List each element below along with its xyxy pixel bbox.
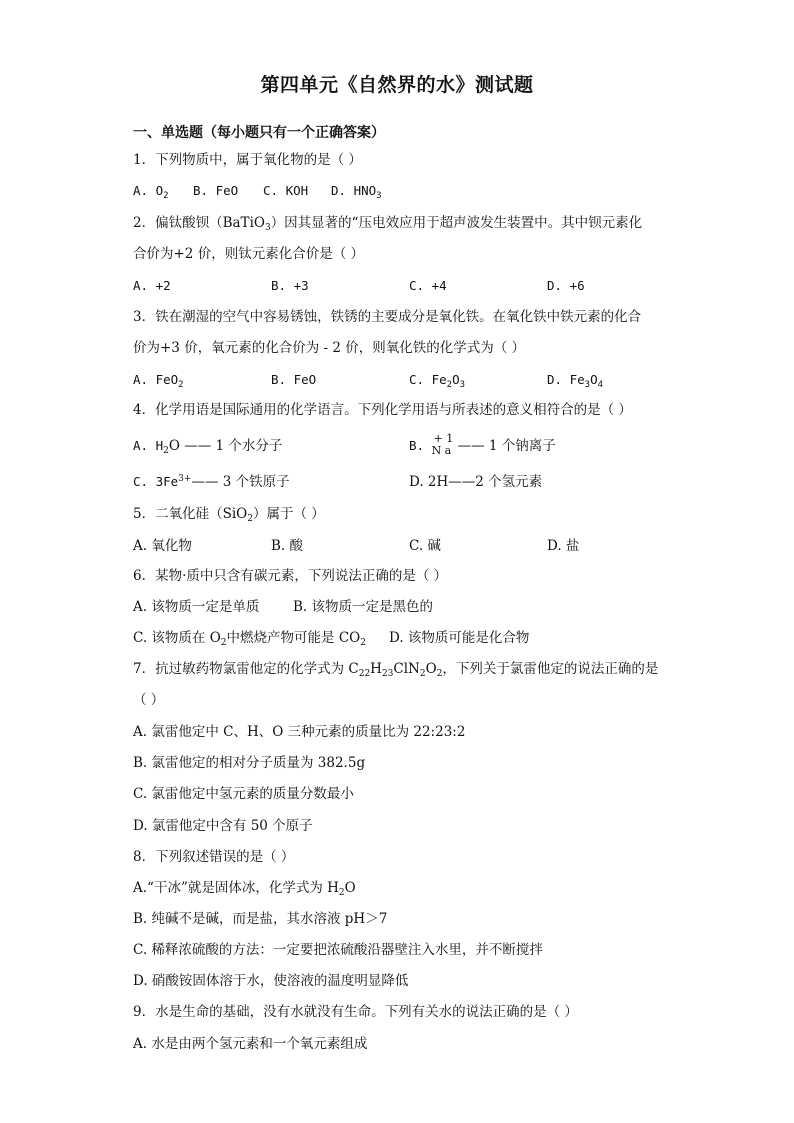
question-2-stem-line-1: 2．偏钛酸钡（BaTiO$_3$）因其显著的“压电效应用于超声波发生装置中。其中钡元素化 bbox=[133, 215, 643, 233]
option-c: C. $3Fe^{3+}——$ 3 个铁原子 bbox=[133, 474, 290, 490]
question-6-stem: 6．某物·质中只含有碳元素，下列说法正确的是（ ） bbox=[133, 568, 448, 584]
question-8-option-d: D. 硝酸铵固体溶于水，使溶液的温度明显降低 bbox=[133, 973, 409, 989]
option-a: A. 该物质一定是单质 bbox=[133, 599, 260, 615]
question-3-stem-line-1: 3．铁在潮湿的空气中容易锈蚀，铁锈的主要成分是氧化铁。在氧化铁中铁元素的化合 bbox=[133, 309, 642, 325]
option-d: D. 2H——2 个氢元素 bbox=[409, 474, 543, 490]
question-7-option-d: D. 氯雷他定中含有 50 个原子 bbox=[133, 818, 313, 834]
question-1-stem: 1．下列物质中，属于氧化物的是（ ） bbox=[133, 152, 362, 168]
page-title: 第四单元《自然界的水》测试题 bbox=[260, 74, 534, 96]
question-7-option-b: B. 氯雷他定的相对分子质量为 382.5g bbox=[133, 755, 366, 771]
question-8-stem: 8．下列叙述错误的是（ ） bbox=[133, 849, 295, 865]
option-a: A. $O_2$ bbox=[133, 183, 169, 201]
option-c: C. +4 bbox=[409, 278, 447, 293]
question-3-stem-line-2: 价为+3 价，氧元素的化合价为 - 2 价，则氧化铁的化学式为（ ） bbox=[133, 340, 526, 356]
option-a: A. FeO$_2$ bbox=[133, 372, 184, 390]
sodium-valence-symbol: + 1 N a bbox=[431, 432, 454, 457]
option-b: B. 酸 bbox=[271, 538, 304, 554]
option-b: B. 该物质一定是黑色的 bbox=[293, 599, 434, 615]
option-d: D. 盐 bbox=[547, 538, 580, 554]
option-c: C. 该物质在 $O_2$中燃烧产物可能是 $CO_2$ bbox=[133, 630, 366, 648]
option-b: B. +3 bbox=[271, 278, 309, 293]
option-a: A. +2 bbox=[133, 278, 171, 293]
option-d: D. $Fe_3O_4$ bbox=[547, 372, 604, 390]
question-4-stem: 4．化学用语是国际通用的化学语言。下列化学用语与所表述的意义相符合的是（ ） bbox=[133, 402, 632, 418]
question-9-stem: 9．水是生命的基础，没有水就没有生命。下列有关水的说法正确的是（ ） bbox=[133, 1004, 578, 1020]
option-c: C. KOH bbox=[263, 183, 309, 198]
question-8-option-c: C. 稀释浓硫酸的方法：一定要把浓硫酸沿器壁注入水里，并不断搅拌 bbox=[133, 942, 543, 958]
option-d: D. 该物质可能是化合物 bbox=[389, 630, 530, 646]
question-7-stem-line-1: 7．抗过敏药物氯雷他定的化学式为 $C_{22}H_{23}ClN_2O_2$，下列关于氯雷他定的说法正确的是 bbox=[133, 661, 659, 679]
option-c: C. 碱 bbox=[409, 538, 441, 554]
option-c: C. $Fe_2O_3$ bbox=[409, 372, 466, 390]
option-b: B. FeO bbox=[271, 372, 317, 387]
section-heading: 一、单选题（每小题只有一个正确答案） bbox=[133, 125, 385, 141]
question-8-option-a: A.“干冰”就是固体冰，化学式为 $H_2O$ bbox=[133, 880, 356, 898]
question-9-option-a: A. 水是由两个氢元素和一个氧元素组成 bbox=[133, 1036, 368, 1052]
option-a: A. $H_2O$ —— 1 个水分子 bbox=[133, 438, 283, 456]
question-8-option-b: B. 纯碱不是碱，而是盐，其水溶液 pH＞7 bbox=[133, 911, 388, 927]
question-7-stem-line-2: （ ） bbox=[133, 692, 165, 708]
option-b: B. FeO bbox=[193, 183, 239, 198]
option-b: B. + 1 N a —— 1 个钠离子 bbox=[409, 432, 556, 457]
question-5-stem: 5．二氧化硅（SiO$_2$）属于（ ） bbox=[133, 506, 325, 524]
option-d: D. +6 bbox=[547, 278, 585, 293]
option-d: D. $HNO_3$ bbox=[331, 183, 382, 201]
option-a: A. 氧化物 bbox=[133, 538, 192, 554]
question-2-stem-line-2: 合价为+2 价，则钛元素化合价是（ ） bbox=[133, 246, 364, 262]
question-7-option-a: A. 氯雷他定中 C、H、O 三种元素的质量比为 22:23:2 bbox=[133, 724, 466, 740]
question-7-option-c: C. 氯雷他定中氢元素的质量分数最小 bbox=[133, 786, 354, 802]
